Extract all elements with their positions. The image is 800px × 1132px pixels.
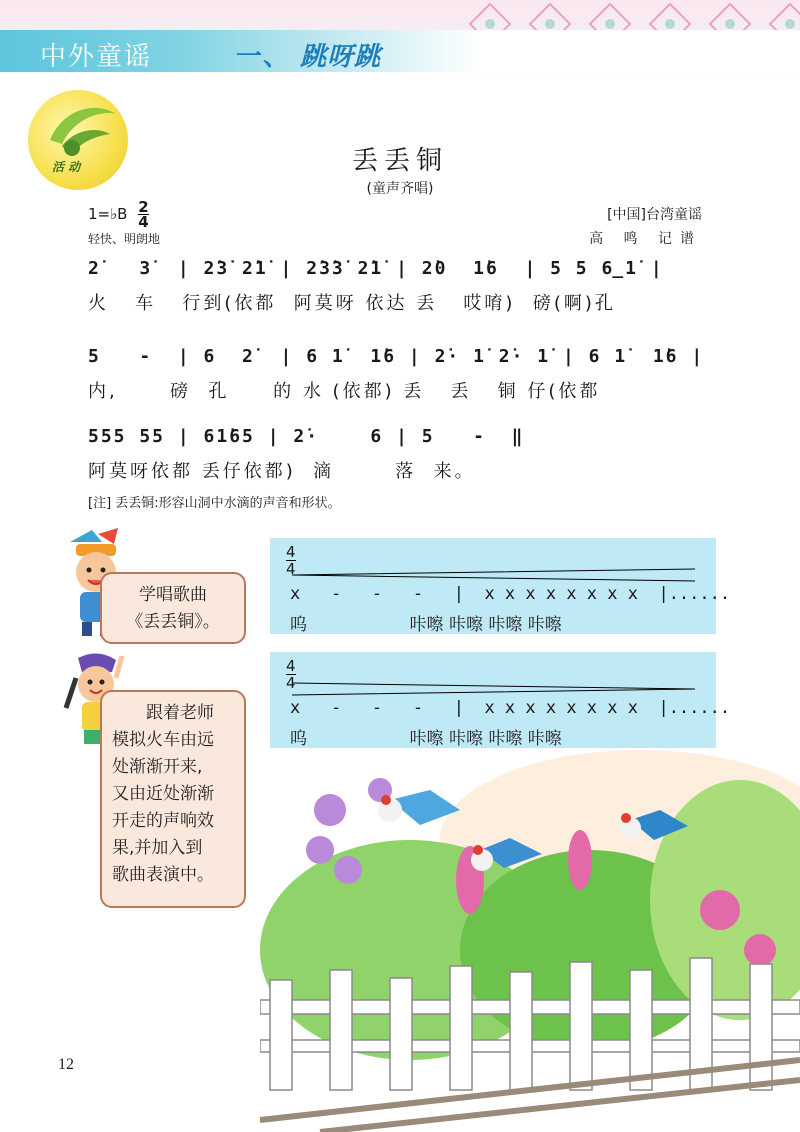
score-line-3 xyxy=(88,426,708,483)
song-subtitle: (童声齐唱) xyxy=(366,181,434,197)
score-line-2 xyxy=(88,346,708,403)
footnote: [注] 丢丢铜:形容山洞中水滴的声音和形状。 xyxy=(88,496,341,511)
page-number: 12 xyxy=(58,1056,74,1073)
lyrics-line-1: 火 车 行到(依都 阿莫呀 依达 丢 哎唷) 磅(啊)孔 xyxy=(88,293,616,314)
panel-1-rhythm: x - - - | x x x x x x x x |...... xyxy=(290,584,731,604)
panel-1-lyrics: 呜 咔嚓 咔嚓 咔嚓 咔嚓 xyxy=(290,615,562,635)
lyrics-line-2: 内, 磅 孔 的 水 (依都) 丢 丢 铜 仔(依都 xyxy=(88,381,601,402)
score-line-1 xyxy=(88,258,708,315)
unit-title xyxy=(236,36,381,73)
song-title: 丢丢铜 xyxy=(351,146,448,176)
key-signature xyxy=(88,200,149,229)
bubble-2-line-5: 开走的声响效 xyxy=(112,811,214,831)
notes-line-2: 5 - | 6 2̇ | 6 1̇ 1̇6 | 2̇· 1̇ 2̇· 1̇ | 6 1̇ 1̇6 | xyxy=(88,346,705,367)
bubble-2-line-2: 模拟火车由远 xyxy=(112,730,214,750)
time-bottom: 4 xyxy=(138,213,149,231)
key-text: 1=♭B xyxy=(88,205,128,223)
garden-birds-illustration xyxy=(260,700,800,1132)
unit-number: 一、 xyxy=(236,42,291,72)
notes-line-3: 555 55 | 61̇65 | 2̇· 6 | 5 - ‖ xyxy=(88,426,525,447)
panel-2-rhythm: x - - - | x x x x x x x x |...... xyxy=(290,698,731,718)
crescendo-mark xyxy=(290,682,695,696)
panel-2-lyrics: 呜 咔嚓 咔嚓 咔嚓 咔嚓 xyxy=(290,729,562,749)
bubble-2-line-4: 又由近处渐渐 xyxy=(112,784,214,804)
decrescendo-mark xyxy=(290,568,695,582)
bubble-1-line-1: 学唱歌曲 xyxy=(139,585,207,605)
bubble-2-line-1: 跟着老师 xyxy=(146,703,214,723)
tempo-marking: 轻快、明朗地 xyxy=(88,232,161,246)
bubble-2-line-7: 歌曲表演中。 xyxy=(112,865,214,885)
bubble-2-line-6: 果,并加入到 xyxy=(112,838,203,858)
activity-label: 活 动 xyxy=(52,160,81,174)
time-signature xyxy=(138,200,148,229)
time-top: 2 xyxy=(138,198,149,216)
song-notator: 高 鸣 记谱 xyxy=(589,231,702,247)
chapter-title: 中外童谣 xyxy=(40,42,153,72)
bubble-1-line-2: 《丢丢铜》。 xyxy=(126,612,220,632)
bubble-2-line-3: 处渐渐开来, xyxy=(112,757,203,777)
lyrics-line-3: 阿莫呀依都 丢仔依都) 滴 落 来。 xyxy=(88,461,476,482)
panel-2-time-signature: 4 4 xyxy=(286,657,296,692)
unit-name: 跳呀跳 xyxy=(300,42,382,72)
speech-bubble-train-instructions xyxy=(100,690,246,908)
speech-bubble-learn-song xyxy=(100,572,246,644)
notes-line-1: 2̇ 3̇ | 2̇3̇ 2̇1̇ | 2̇3̇3̇ 2̇1̇ | 2̇0 1̇6 | 5 5 6̲1̇ | xyxy=(88,258,664,279)
panel-1-time-signature: 4 4 xyxy=(286,543,296,578)
song-origin: [中国]台湾童谣 xyxy=(607,207,702,223)
rhythm-panel-1 xyxy=(270,538,731,635)
